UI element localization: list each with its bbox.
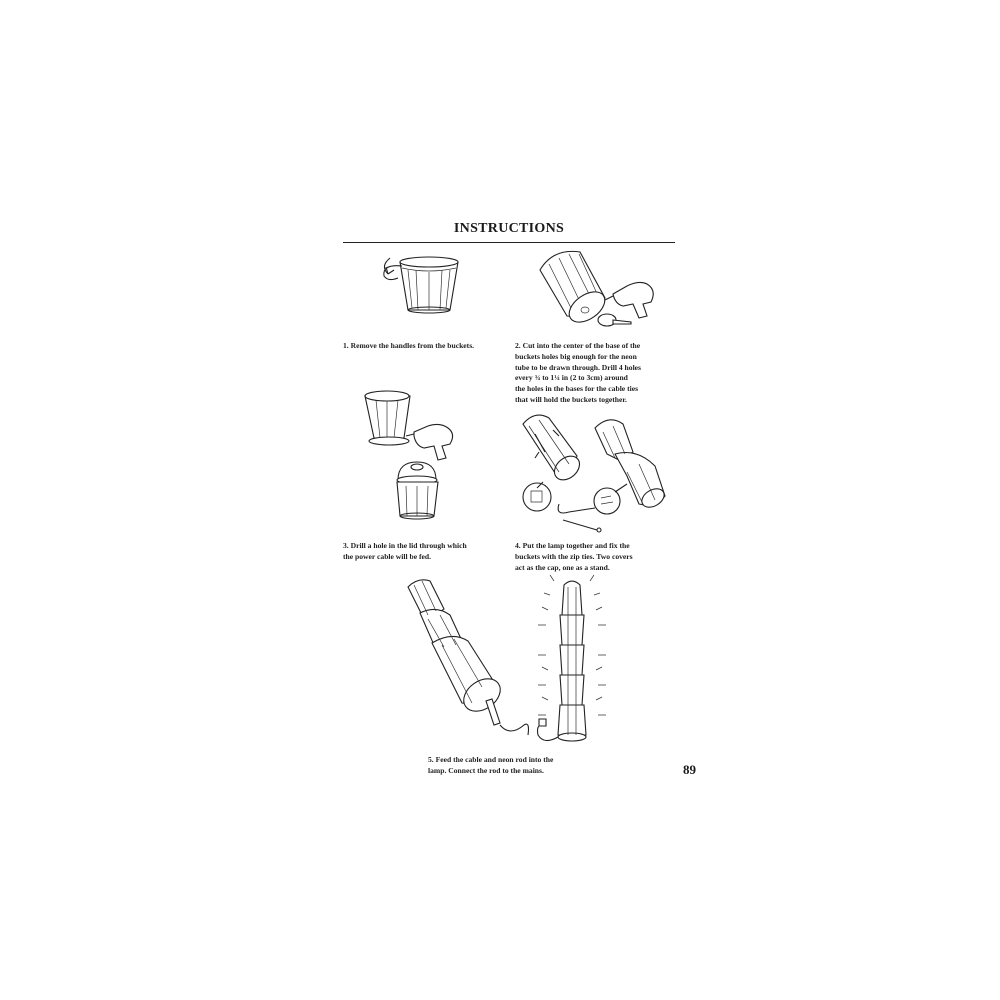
step-4-text: 4. Put the lamp together and fix the buckets with the zip ties. Two covers act as the cap, one as a stand.	[515, 541, 633, 572]
drill-bucket-base-icon	[535, 250, 660, 330]
drill-lid-icon	[362, 388, 467, 523]
page-title: INSTRUCTIONS	[453, 221, 565, 236]
finished-neon-lamp-icon	[530, 575, 615, 755]
assemble-buckets-zip-ties-icon	[515, 412, 685, 532]
step-3-text: 3. Drill a hole in the lid through which the power cable will be fed.	[343, 541, 467, 561]
step-5-text: 5. Feed the cable and neon rod into the lamp. Connect the rod to the mains.	[428, 755, 554, 775]
title-rule	[343, 242, 675, 243]
bucket-handle-removal-icon	[380, 248, 475, 318]
feed-cable-neon-rod-icon	[400, 575, 535, 745]
page-number: 89	[683, 762, 696, 777]
step-1-text: 1. Remove the handles from the buckets.	[343, 341, 475, 350]
step-2-text: 2. Cut into the center of the base of the buckets holes big enough for the neon tube to be drawn through. Drill 4 holes every ¾ to 1¼ in (2 to 3cm) around the holes in the bases for the cable ties that will hold the buckets together.	[515, 341, 642, 404]
